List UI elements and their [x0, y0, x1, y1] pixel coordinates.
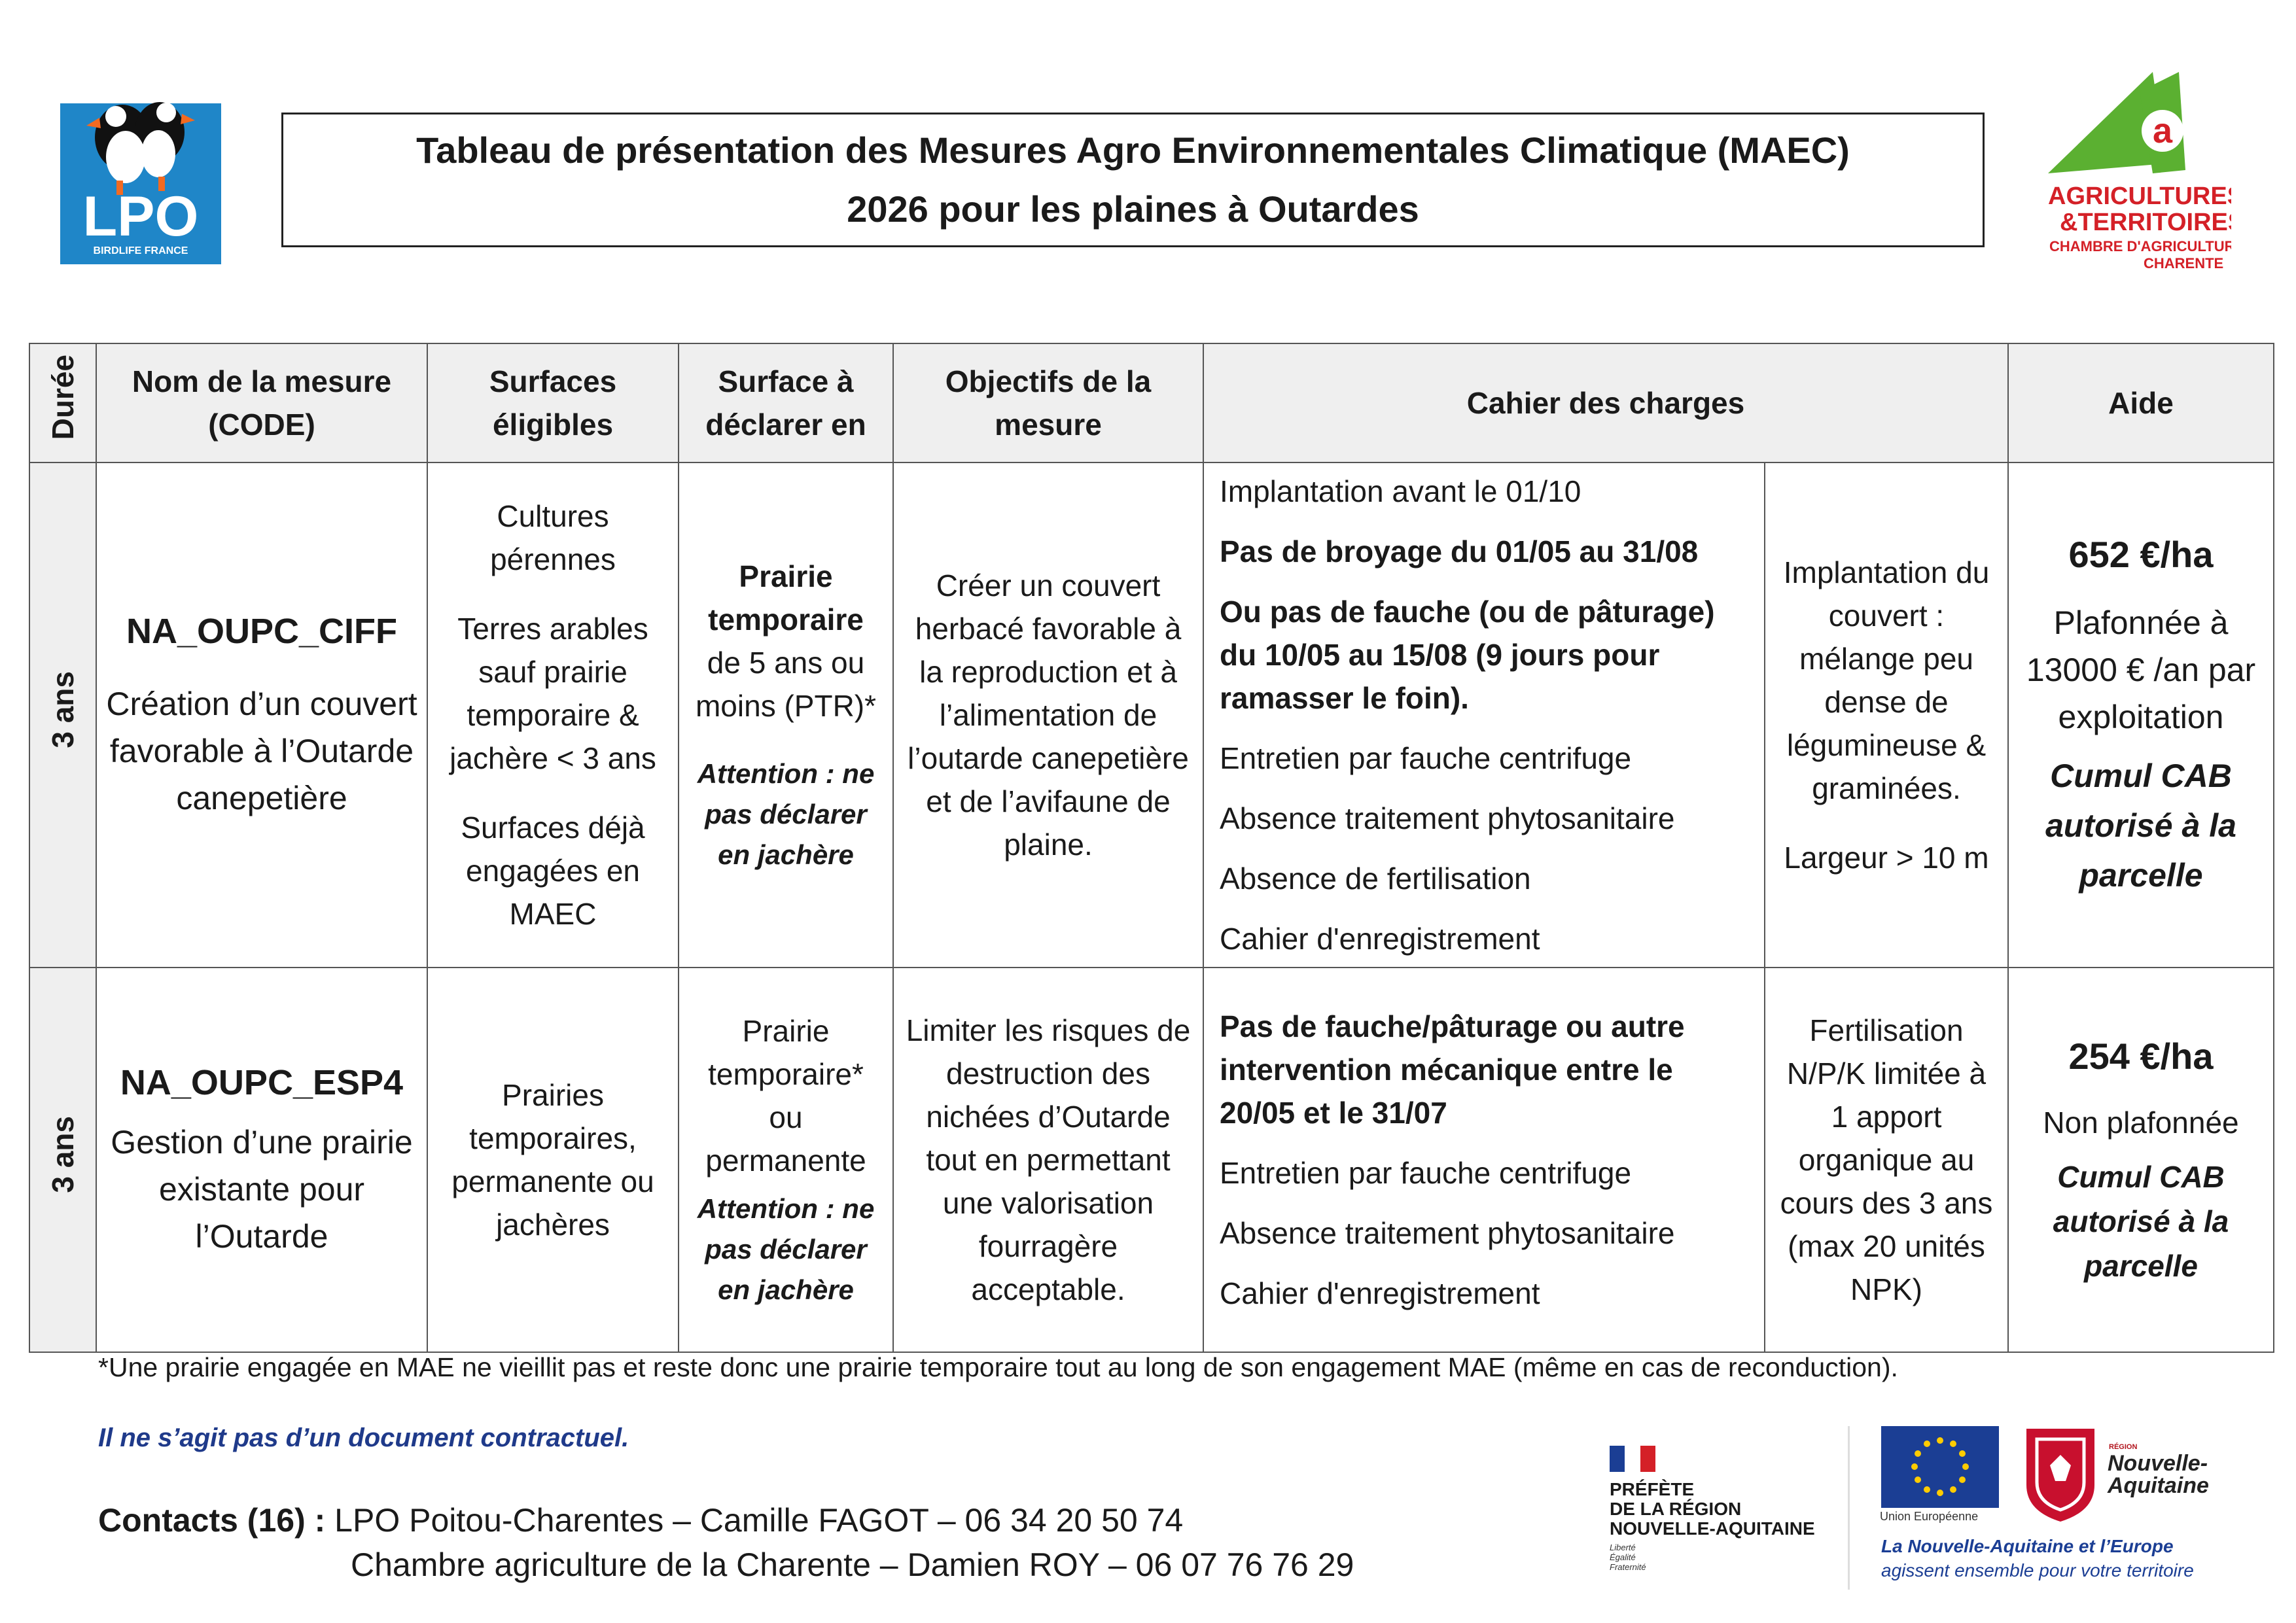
eu-flag-icon	[1881, 1426, 1999, 1508]
row1-cahier-side-2: Largeur > 10 m	[1784, 841, 1989, 875]
row1-aide-detail: Plafonnée à 13000 € /an par exploitation	[2026, 604, 2256, 735]
row2-duree: 3 ans	[29, 968, 96, 1352]
row1-declarer-rest: de 5 ans ou moins (PTR)*	[695, 646, 877, 723]
prefete-line3: NOUVELLE-AQUITAINE	[1610, 1518, 1815, 1539]
row1-cahier-item: Ou pas de fauche (ou de pâturage) du 10/05 au 15/08 (9 jours pour ramasser le foin).	[1220, 595, 1715, 715]
row1-nom-desc: Création d’un couvert favorable à l’Outarde canepetière	[106, 686, 417, 816]
header-aide: Aide	[2008, 343, 2274, 462]
row1-surfaces-2: Terres arables sauf prairie temporaire & jachère < 3 ans	[450, 612, 656, 775]
row1-cahier-side-1: Implantation du couvert : mélange peu dense de légumineuse & graminées.	[1783, 555, 1990, 805]
row2-aide-amount: 254 €/ha	[2068, 1036, 2214, 1077]
row2-nom-desc: Gestion d’une prairie existante pour l’Outarde	[111, 1124, 413, 1255]
table-row	[29, 968, 2274, 1352]
row1-duree: 3 ans	[29, 462, 96, 968]
row1-cahier-item: Absence de fertilisation	[1220, 862, 1531, 896]
row1-cahier-item: Implantation avant le 01/10	[1220, 474, 1581, 508]
row2-declarer	[679, 968, 893, 1352]
row2-cahier-item: Cahier d'enregistrement	[1220, 1276, 1540, 1310]
lpo-logo	[60, 79, 221, 264]
row1-declarer-bold: Prairie temporaire	[708, 559, 864, 637]
row2-aide-cumul: Cumul CAB autorisé à la parcelle	[2053, 1160, 2229, 1283]
ca-logo-line1: AGRICULTURES	[2048, 183, 2231, 210]
contacts-label: Contacts (16) :	[98, 1502, 326, 1539]
eu-tagline-2: agissent ensemble pour votre territoire	[1881, 1560, 2194, 1580]
svg-text:a: a	[2152, 111, 2173, 150]
row1-cahier-item: Pas de broyage du 01/05 au 31/08	[1220, 534, 1699, 568]
page-title-line1: Tableau de présentation des Mesures Agro Environnementales Climatique (MAEC)	[416, 130, 1850, 171]
row2-cahier-item: Pas de fauche/pâturage ou autre intervention mécanique entre le 20/05 et le 31/07	[1220, 1009, 1685, 1130]
ca-logo-line4: CHARENTE	[2144, 255, 2224, 271]
row2-objectifs: Limiter les risques de destruction des nichées d’Outarde tout en permettant une valorisation fourragère acceptable.	[893, 968, 1203, 1352]
page-title-line2: 2026 pour les plaines à Outardes	[847, 188, 1419, 230]
lpo-logo-subtext: BIRDLIFE FRANCE	[93, 245, 188, 256]
row1-surfaces-3: Surfaces déjà engagées en MAEC	[461, 811, 645, 931]
table-row	[29, 462, 2274, 968]
contact-line-1: LPO Poitou-Charentes – Camille FAGOT – 06 34 20 50 74	[334, 1502, 1184, 1539]
na-region-name: Nouvelle-Aquitaine	[2108, 1451, 2209, 1498]
row2-cahier-item: Entretien par fauche centrifuge	[1220, 1156, 1632, 1190]
na-region-small: RÉGION	[2109, 1443, 2138, 1451]
row1-code: NA_OUPC_CIFF	[126, 612, 398, 651]
row1-aide-cumul: Cumul CAB autorisé à la parcelle	[2045, 758, 2236, 894]
ca-logo-line2: &TERRITOIRES	[2060, 209, 2231, 236]
row1-declarer	[679, 462, 893, 968]
row1-surfaces	[427, 462, 679, 968]
header-duree: Durée	[29, 343, 96, 462]
header-cahier-des-charges: Cahier des charges	[1203, 343, 2008, 462]
eu-region-logos	[1868, 1426, 2234, 1590]
row2-code: NA_OUPC_ESP4	[120, 1063, 404, 1102]
prefete-motto: Liberté Égalité Fraternité	[1610, 1543, 1646, 1572]
row1-cahier-item: Absence traitement phytosanitaire	[1220, 801, 1675, 835]
row2-cahier	[1203, 968, 1765, 1352]
row2-nom	[96, 968, 427, 1352]
eu-tagline-1: La Nouvelle-Aquitaine et l’Europe	[1881, 1536, 2174, 1556]
row2-cahier-side: Fertilisation N/P/K limitée à 1 apport organique au cours des 3 ans (max 20 unités NPK)	[1765, 968, 2008, 1352]
header-surfaces-eligibles: Surfaces éligibles	[427, 343, 679, 462]
disclaimer: Il ne s’agit pas d’un document contractuel.	[98, 1423, 629, 1452]
prefete-line1: PRÉFÈTE	[1610, 1479, 1695, 1499]
row2-aide-detail: Non plafonnée	[2043, 1106, 2239, 1140]
contact-line-2: Chambre agriculture de la Charente – Damien ROY – 06 07 76 76 29	[351, 1546, 1354, 1583]
header-nom-mesure: Nom de la mesure (CODE)	[96, 343, 427, 462]
row1-cahier-side	[1765, 462, 2008, 968]
chambre-agriculture-logo	[2035, 65, 2231, 288]
header-surface-declarer: Surface à déclarer en	[679, 343, 893, 462]
row1-objectifs: Créer un couvert herbacé favorable à la reproduction et à l’alimentation de l’outarde canepetière et de l’avifaune de plaine.	[893, 462, 1203, 968]
row2-declarer-rest: Prairie temporaire* ou permanente	[705, 1014, 866, 1178]
row2-surfaces: Prairies temporaires, permanente ou jachères	[427, 968, 679, 1352]
marianne-icon	[1610, 1446, 1655, 1472]
row1-cahier-item: Cahier d'enregistrement	[1220, 922, 1540, 956]
prefete-line2: DE LA RÉGION	[1610, 1499, 1742, 1519]
row2-cahier-item: Absence traitement phytosanitaire	[1220, 1216, 1675, 1250]
row1-cahier-item: Entretien par fauche centrifuge	[1220, 741, 1632, 775]
maec-table	[29, 343, 2274, 1353]
title-box	[281, 113, 1985, 247]
row1-aide	[2008, 462, 2274, 968]
table-header-row	[29, 343, 2274, 462]
row2-attention: Attention : ne pas déclarer en jachère	[697, 1193, 875, 1305]
row1-cahier	[1203, 462, 1765, 968]
logo-divider	[1848, 1426, 1850, 1590]
row1-surfaces-1: Cultures pérennes	[490, 499, 616, 576]
prefete-logo	[1603, 1433, 1839, 1583]
ca-logo-line3: CHAMBRE D'AGRICULTURE	[2049, 238, 2231, 254]
lpo-logo-text: LPO	[82, 185, 199, 248]
header-objectifs: Objectifs de la mesure	[893, 343, 1203, 462]
row1-aide-amount: 652 €/ha	[2068, 534, 2214, 575]
eu-label: Union Européenne	[1880, 1510, 1979, 1523]
row2-aide	[2008, 968, 2274, 1352]
footnote: *Une prairie engagée en MAE ne vieillit pas et reste donc une prairie temporaire tout au long de son engagement MAE (même en cas de reconduction).	[98, 1352, 1898, 1382]
row1-attention: Attention : ne pas déclarer en jachère	[697, 758, 875, 870]
nouvelle-aquitaine-crest-icon	[2024, 1426, 2097, 1524]
contacts	[98, 1498, 1354, 1587]
row1-nom	[96, 462, 427, 968]
